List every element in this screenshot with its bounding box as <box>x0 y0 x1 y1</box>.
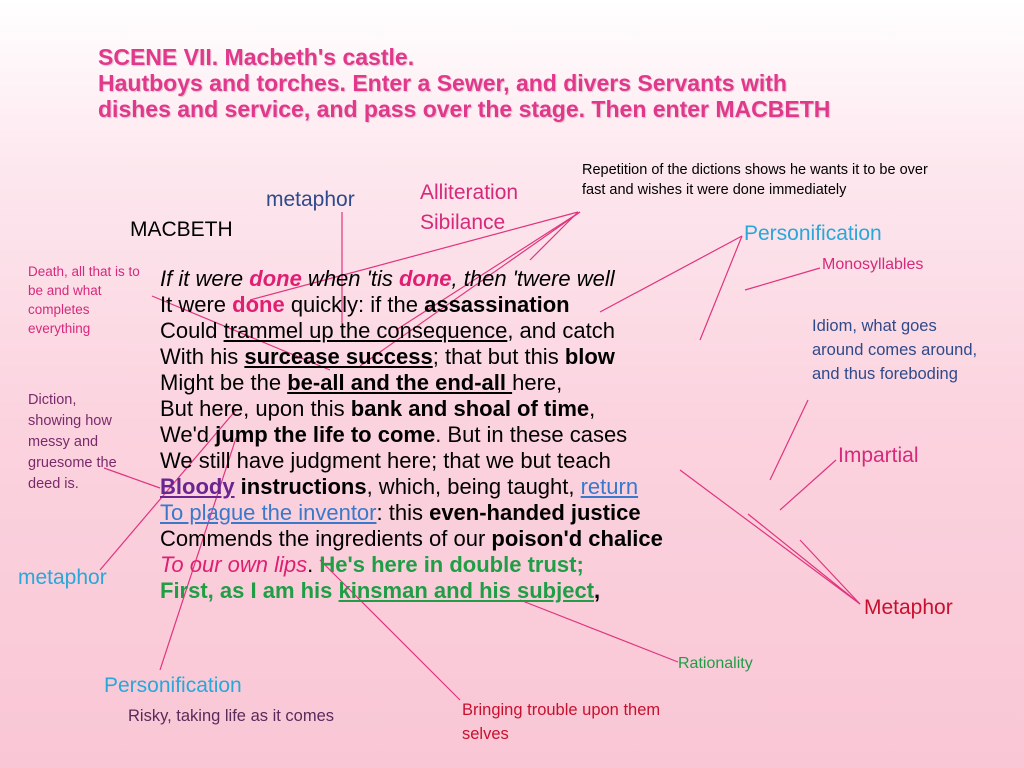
poem-emphasis: bank and shoal of time <box>350 396 590 421</box>
scene-heading <box>98 44 978 122</box>
poem-line-10 <box>160 500 663 526</box>
annotation-impartial: Impartial <box>838 444 919 467</box>
connector-metaphor-right-2 <box>800 540 860 604</box>
connector-idiom <box>770 400 808 480</box>
poem-line-11 <box>160 526 663 552</box>
poem-text: With his <box>160 344 245 369</box>
poem-emphasis: poison'd chalice <box>491 526 663 551</box>
poem-emphasis: blow <box>564 344 615 369</box>
connector-metaphor-right-1 <box>748 514 860 604</box>
poem-emphasis: return <box>580 474 639 499</box>
annotation-metaphor-right: Metaphor <box>864 596 953 619</box>
annotation-diction: Diction, showing how messy and gruesome the deed is. <box>28 392 117 492</box>
poem-line-12 <box>160 552 663 578</box>
stage-direction-line-2: dishes and service, and pass over the stage. Then enter MACBETH <box>98 96 831 122</box>
connector-repetition-2 <box>530 212 578 260</box>
poem-emphasis: Bloody <box>160 474 235 499</box>
poem-text: . But in these cases <box>435 422 628 447</box>
poem-text: , then 'twere well <box>451 266 615 291</box>
poem-text: ; that but this <box>432 344 565 369</box>
poem-emphasis: be-all and the end-all <box>287 370 513 395</box>
poem-emphasis: To plague the inventor <box>160 500 377 525</box>
annotation-rationality: Rationality <box>678 655 753 672</box>
poem-emphasis: assassination <box>424 292 570 317</box>
connector-monosyllables <box>745 268 820 290</box>
annotation-personification-bottom: Personification <box>104 674 242 697</box>
poem-line-2 <box>160 292 663 318</box>
poem-text: We still have judgment here; that we but teach <box>160 448 611 473</box>
connector-metaphor-right-3 <box>680 470 860 604</box>
poem-line-1 <box>160 266 663 292</box>
poem-emphasis: kinsman and his subject <box>338 578 595 603</box>
poem-text: Could <box>160 318 224 343</box>
poem-text: , <box>589 396 596 421</box>
annotation-monosyllables: Monosyllables <box>822 256 924 273</box>
annotation-personification-top: Personification <box>744 222 882 245</box>
poem-emphasis: done <box>249 266 302 291</box>
poem-emphasis: trammel up the consequence <box>223 318 508 343</box>
annotation-metaphor-left: metaphor <box>18 566 107 589</box>
poem-text: quickly: if the <box>284 292 425 317</box>
poem-emphasis: surcease success <box>244 344 433 369</box>
scene-title: SCENE VII. Macbeth's castle. <box>98 44 415 70</box>
poem-text: First, as I am his <box>160 578 339 603</box>
poem-line-5 <box>160 370 663 396</box>
stage-direction-line-1: Hautboys and torches. Enter a Sewer, and divers Servants with <box>98 70 787 96</box>
poem-line-6 <box>160 396 663 422</box>
poem-emphasis: done <box>398 266 452 291</box>
poem-text: Commends the ingredients of our <box>160 526 492 551</box>
poem-text: , <box>594 578 601 603</box>
annotation-alliteration: Alliteration <box>420 181 519 204</box>
connector-impartial <box>780 460 836 510</box>
poem-text: We'd <box>160 422 216 447</box>
poem-text: : this <box>376 500 430 525</box>
poem-text: . <box>307 552 320 577</box>
annotation-metaphor-top: metaphor <box>266 188 355 211</box>
poem-line-3 <box>160 318 663 344</box>
poem-line-8 <box>160 448 663 474</box>
speaker-name: MACBETH <box>130 218 233 241</box>
poem-emphasis: instructions <box>234 474 367 499</box>
poem-line-9 <box>160 474 663 500</box>
poem-emphasis: jump the life to come <box>215 422 436 447</box>
annotation-idiom: Idiom, what goes around comes around, and thus foreboding <box>812 317 978 383</box>
poem-text: It were <box>160 292 233 317</box>
annotation-death: Death, all that is to be and what completes everything <box>28 264 140 336</box>
poem-line-4 <box>160 344 663 370</box>
poem-emphasis: even-handed justice <box>429 500 641 525</box>
poem-text: when 'tis <box>301 266 399 291</box>
annotation-repetition: Repetition of the dictions shows he wants it to be over fast and wishes it were done immediately <box>582 162 928 198</box>
poem-text: If it were <box>160 266 250 291</box>
annotation-sibilance: Sibilance <box>420 211 506 234</box>
poem-text: But here, upon this <box>160 396 351 421</box>
poem-text: here, <box>512 370 563 395</box>
poem-text: , which, being taught, <box>366 474 581 499</box>
connector-rationality <box>520 600 678 662</box>
annotation-bringing-trouble: Bringing trouble upon them selves <box>462 701 661 743</box>
soliloquy-text <box>160 266 663 604</box>
poem-emphasis: done <box>232 292 285 317</box>
poem-emphasis: To our own lips <box>160 552 308 577</box>
poem-line-7 <box>160 422 663 448</box>
connector-personification-2 <box>700 236 742 340</box>
poem-line-13 <box>160 578 663 604</box>
annotation-risky: Risky, taking life as it comes <box>128 707 335 725</box>
poem-text: Might be the <box>160 370 288 395</box>
poem-emphasis: He's here in double trust; <box>319 552 584 577</box>
poem-text: , and catch <box>507 318 615 343</box>
